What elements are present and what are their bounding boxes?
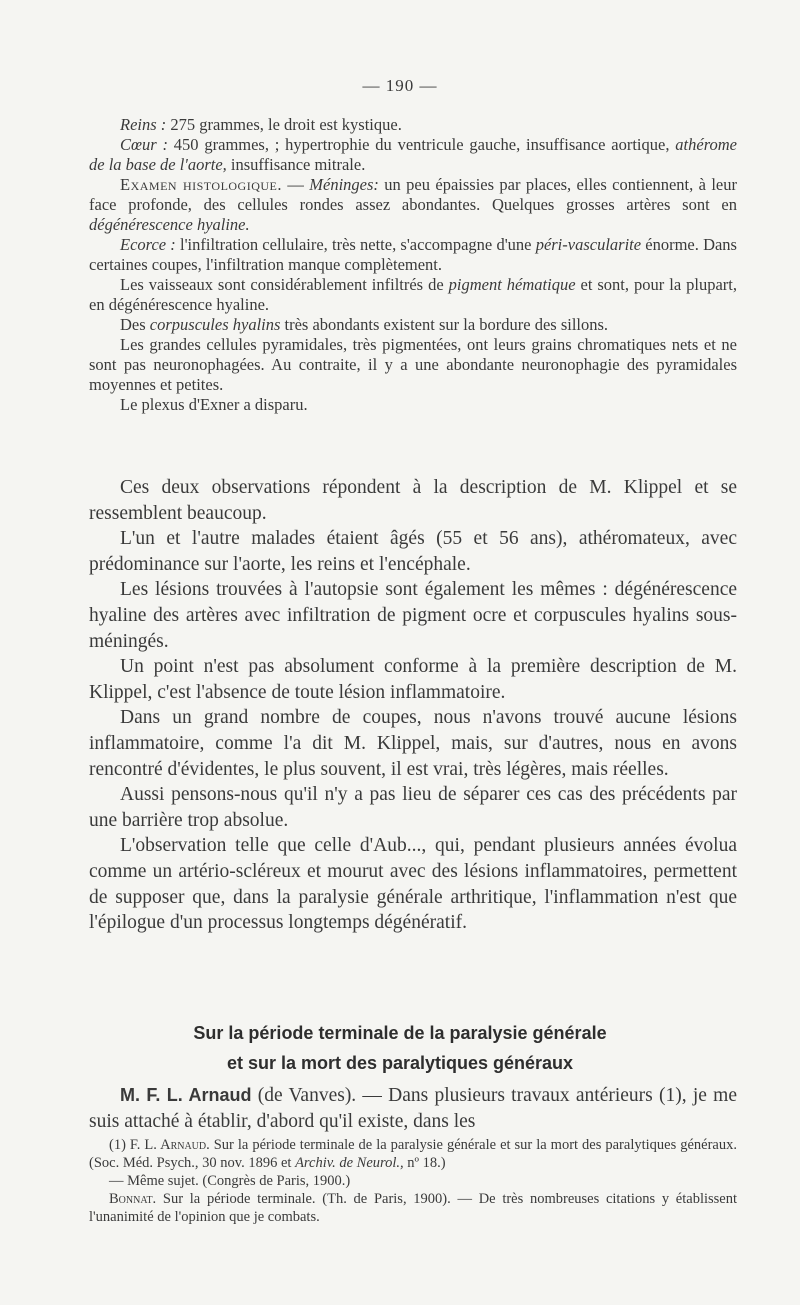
discussion-block	[89, 475, 737, 936]
arnaud-paragraph: M. F. L. Arnaud (de Vanves). — Dans plusieurs travaux antérieurs (1), je me suis attaché à établir, d'abord qu'il existe, dans les	[89, 1085, 738, 1132]
label-examen: Examen histologique.	[120, 175, 283, 194]
paragraph: L'observation telle que celle d'Aub..., qui, pendant plusieurs années évolua comme un artério-scléreux et mourut avec des lésions inflammatoires, permettent de supposer que, dans la paralysie générale arthritique, l'inflammation n'est que l'épilogue d'un processus longtemps dégénératif.	[89, 835, 737, 934]
observation-reins: Reins : 275 grammes, le droit est kystique.	[120, 115, 402, 134]
footnote-3: Bonnat. Sur la période terminale. (Th. de Paris, 1900). — De très nombreuses citations y établissent l'unanimité de l'opinion que je combats.	[89, 1191, 737, 1225]
paragraph: Aussi pensons-nous qu'il n'y a pas lieu de séparer ces cas des précédents par une barrière trop absolue.	[89, 784, 737, 831]
observation-corpuscules: Des corpuscules hyalins très abondants existent sur la bordure des sillons.	[120, 315, 609, 334]
label-coeur: Cœur :	[120, 135, 168, 154]
footnote-2: — Même sujet. (Congrès de Paris, 1900.)	[109, 1173, 351, 1189]
label-ecorce: Ecorce :	[120, 235, 176, 254]
author-name: M. F. L. Arnaud	[120, 1085, 252, 1105]
section-heading-line2: et sur la mort des paralytiques généraux	[226, 1053, 574, 1073]
paragraph: Les lésions trouvées à l'autopsie sont également les mêmes : dégénérescence hyaline des artères avec infiltration de pigment ocre et corpuscules hyalins sous-méningés.	[89, 579, 737, 652]
footnote-1: (1) F. L. Arnaud. Sur la période terminale de la paralysie générale et sur la mort des paralytiques généraux. (Soc. Méd. Psych., 30 nov. 1896 et Archiv. de Neurol., nº 18.)	[89, 1137, 737, 1171]
observation-examen: Examen histologique. — Méninges: un peu épaissies par places, elles contiennent, à leur face profonde, des cellules rondes assez abondantes. Quelques grosses artères sont en dégénérescence hyaline.	[89, 175, 737, 234]
paragraph: L'un et l'autre malades étaient âgés (55 et 56 ans), athéromateux, avec prédominance sur l'aorte, les reins et l'encéphale.	[89, 528, 737, 575]
observation-ecorce: Ecorce : l'infiltration cellulaire, très nette, s'accompagne d'une péri-vascularite énorme. Dans certaines coupes, l'infiltration manque complètement.	[89, 235, 737, 274]
observation-vaisseaux: Les vaisseaux sont considérablement infiltrés de pigment hématique et sont, pour la plupart, en dégénérescence hyaline.	[89, 275, 737, 314]
observation-block	[89, 115, 737, 415]
paragraph: Dans un grand nombre de coupes, nous n'avons trouvé aucune lésions inflammatoire, comme l'a dit M. Klippel, mais, sur d'autres, nous en avons rencontré d'évidentes, le plus souvent, il est vrai, très légères, mais réelles.	[89, 707, 737, 780]
paragraph: Un point n'est pas absolument conforme à la première description de M. Klippel, c'est l'absence de toute lésion inflammatoire.	[89, 656, 737, 703]
section-heading-line1: Sur la période terminale de la paralysie générale	[193, 1023, 607, 1043]
observation-pyramidales: Les grandes cellules pyramidales, très pigmentées, ont leurs grains chromatiques nets et ne sont pas neuronophagées. Au contraite, il y a une abondante neuronophagie des pyramidales moyennes et petites.	[89, 335, 737, 394]
page-number: — 190 —	[362, 76, 438, 95]
paragraph: Ces deux observations répondent à la description de M. Klippel et se ressemblent beaucoup.	[89, 477, 737, 524]
footnotes	[89, 1136, 737, 1226]
observation-coeur: Cœur : 450 grammes, ; hypertrophie du ventricule gauche, insuffisance aortique, athérome de la base de l'aorte, insuffisance mitrale.	[89, 135, 737, 174]
label-reins: Reins :	[120, 115, 167, 134]
observation-plexus: Le plexus d'Exner a disparu.	[120, 395, 308, 414]
